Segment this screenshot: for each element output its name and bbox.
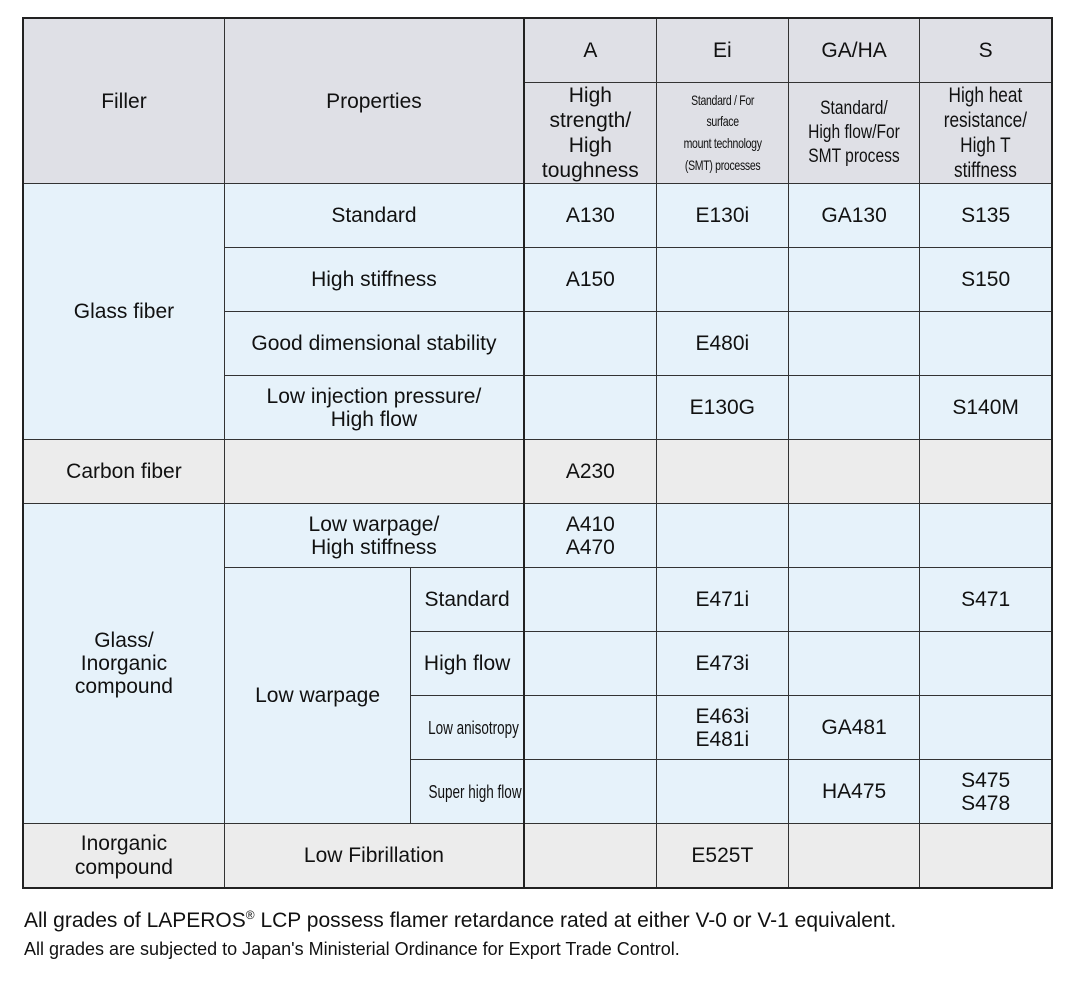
grade-cell: GA130	[788, 184, 919, 248]
property-dimensional-stability: Good dimensional stability	[224, 312, 524, 376]
grade-cell: E463i E481i	[656, 696, 788, 760]
header-desc-ei: Standard / For surface mount technology (SMT) processes	[683, 91, 762, 173]
grade-cell: S471	[920, 568, 1052, 632]
filler-glass-fiber: Glass fiber	[23, 184, 224, 440]
grade-cell	[524, 376, 656, 440]
grades-table	[22, 17, 1053, 889]
subproperty-high-flow: High flow	[411, 632, 524, 696]
grade-cell	[920, 440, 1052, 504]
property-carbon-empty	[224, 440, 524, 504]
grade-cell	[920, 632, 1052, 696]
header-desc-s-cell	[920, 82, 1052, 184]
filler-inorganic-compound: Inorganic compound	[23, 824, 224, 888]
grade-cell: E130i	[656, 184, 788, 248]
grade-cell	[524, 568, 656, 632]
footnotes	[24, 908, 896, 960]
header-grade-ei: Ei	[656, 18, 788, 82]
header-desc-ga-ha: Standard/ High flow/For SMT process	[808, 98, 900, 167]
footnote-text: LCP possess flamer retardance rated at either V-0 or V-1 equivalent.	[254, 909, 897, 932]
grade-cell: E525T	[656, 824, 788, 888]
header-grade-a: A	[524, 18, 656, 82]
grade-cell	[788, 248, 919, 312]
grade-cell	[788, 632, 919, 696]
grade-cell: E473i	[656, 632, 788, 696]
grade-cell	[656, 440, 788, 504]
property-low-fibrillation: Low Fibrillation	[224, 824, 524, 888]
grade-cell: S150	[920, 248, 1052, 312]
header-desc-ga-cell	[788, 82, 919, 184]
header-grade-s: S	[920, 18, 1052, 82]
grade-cell	[788, 504, 919, 568]
grade-cell: S475 S478	[920, 760, 1052, 824]
grade-cell: E480i	[656, 312, 788, 376]
grade-cell: S135	[920, 184, 1052, 248]
grade-cell: A230	[524, 440, 656, 504]
grade-cell: A410 A470	[524, 504, 656, 568]
grade-cell: HA475	[788, 760, 919, 824]
header-desc-ei-cell	[656, 82, 788, 184]
grade-cell	[524, 632, 656, 696]
grade-cell: A130	[524, 184, 656, 248]
grade-cell	[656, 504, 788, 568]
grade-cell	[788, 824, 919, 888]
grade-cell	[524, 760, 656, 824]
registered-mark: ®	[245, 908, 255, 922]
footnote-export-control: All grades are subjected to Japan's Ministerial Ordinance for Export Trade Control.	[24, 939, 680, 959]
grade-cell	[656, 248, 788, 312]
subproperty-standard: Standard	[411, 568, 524, 632]
grade-cell	[524, 696, 656, 760]
header-filler: Filler	[23, 18, 224, 184]
grade-cell	[788, 312, 919, 376]
property-low-warpage-high-stiffness: Low warpage/ High stiffness	[224, 504, 524, 568]
grade-cell	[656, 760, 788, 824]
grade-cell	[788, 568, 919, 632]
property-high-stiffness: High stiffness	[224, 248, 524, 312]
subproperty-low-anisotropy: Low anisotropy	[428, 718, 520, 739]
grade-cell	[920, 504, 1052, 568]
subproperty-super-high-flow-cell	[411, 760, 524, 824]
subproperty-low-anisotropy-cell	[411, 696, 524, 760]
header-desc-s: High heat resistance/ High T stiffness	[943, 83, 1028, 183]
grade-cell: E130G	[656, 376, 788, 440]
grade-cell	[920, 312, 1052, 376]
grade-cell	[788, 440, 919, 504]
grade-cell	[920, 824, 1052, 888]
grade-cell	[524, 312, 656, 376]
property-low-warpage-group: Low warpage	[224, 568, 410, 824]
header-grade-ga-ha: GA/HA	[788, 18, 919, 82]
header-properties: Properties	[224, 18, 524, 184]
property-low-injection-pressure: Low injection pressure/ High flow	[224, 376, 524, 440]
grade-cell: S140M	[920, 376, 1052, 440]
grade-cell: A150	[524, 248, 656, 312]
subproperty-super-high-flow: Super high flow	[428, 782, 522, 803]
grade-cell: GA481	[788, 696, 919, 760]
header-desc-a: High strength/ High toughness	[524, 82, 656, 184]
filler-glass-inorganic: Glass/ Inorganic compound	[23, 504, 224, 824]
footnote-text: All grades of LAPEROS	[24, 909, 246, 932]
filler-carbon-fiber: Carbon fiber	[23, 440, 224, 504]
grade-cell	[920, 696, 1052, 760]
footnote-flame-retardance	[24, 908, 896, 933]
grade-cell	[788, 376, 919, 440]
property-standard: Standard	[224, 184, 524, 248]
grade-cell: E471i	[656, 568, 788, 632]
grade-cell	[524, 824, 656, 888]
